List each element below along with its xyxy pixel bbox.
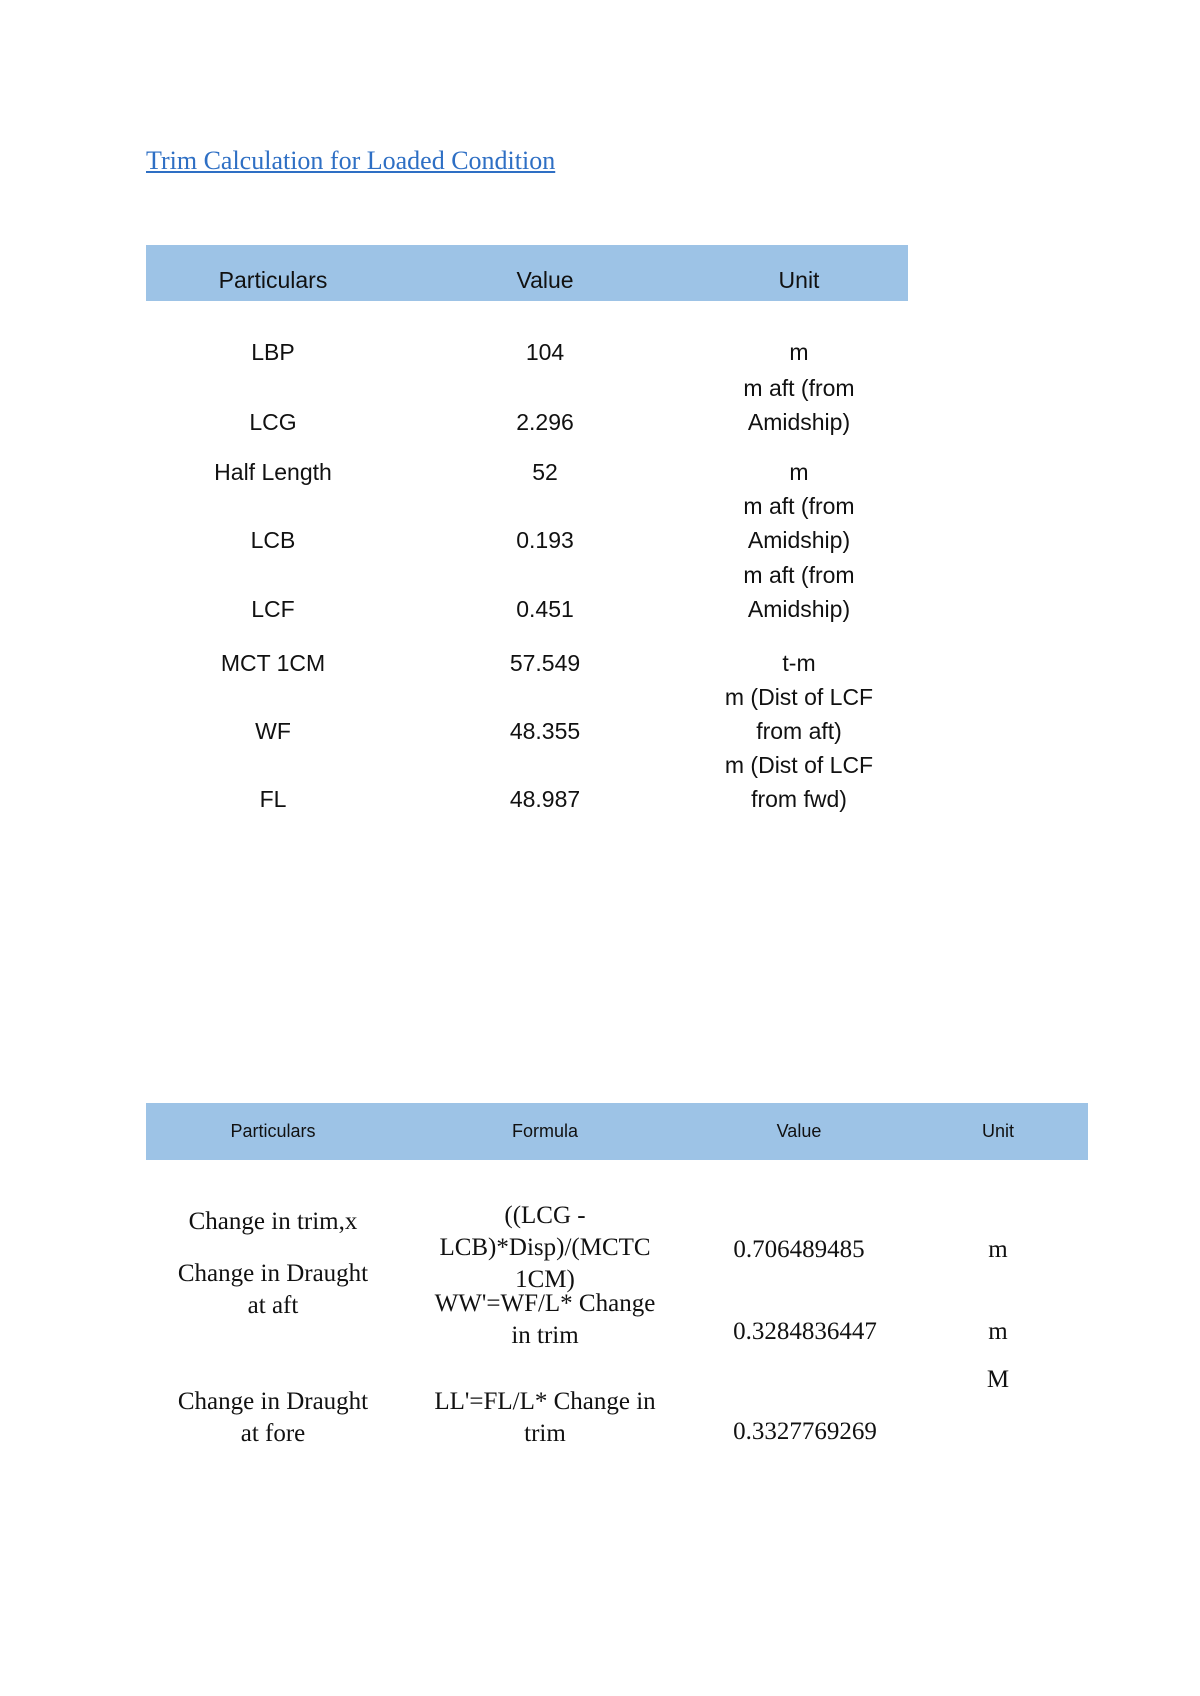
cell-unit: m (Dist of LCF from fwd) bbox=[724, 752, 874, 812]
header-formula: Formula bbox=[511, 1121, 578, 1141]
table-header bbox=[146, 245, 908, 301]
cell-formula: WW'=WF/L* Change in trim bbox=[434, 1290, 656, 1349]
cell-value: 0.193 bbox=[516, 527, 574, 553]
cell-value: 48.355 bbox=[509, 718, 581, 744]
cell-particular: LBP bbox=[251, 339, 295, 365]
cell-particular: MCT 1CM bbox=[220, 650, 326, 676]
cell-particular: LCF bbox=[251, 596, 295, 622]
table-row bbox=[146, 489, 908, 557]
cell-unit: m (Dist of LCF from aft) bbox=[724, 684, 874, 744]
table-row bbox=[146, 748, 908, 816]
cell-unit: m aft (from Amidship) bbox=[743, 375, 855, 435]
cell-formula: LL'=FL/L* Change in trim bbox=[434, 1388, 656, 1447]
table-row bbox=[146, 557, 908, 626]
cell-particular: Change in Draught at fore bbox=[177, 1388, 369, 1447]
cell-unit: m bbox=[988, 1318, 1008, 1345]
table-row bbox=[146, 439, 908, 489]
cell-unit: m aft (from Amidship) bbox=[743, 493, 855, 553]
cell-particular: Change in trim,x bbox=[188, 1208, 358, 1235]
cell-value: 57.549 bbox=[509, 650, 581, 676]
cell-particular: LCB bbox=[250, 527, 296, 553]
cell-value: 104 bbox=[525, 339, 565, 365]
cell-unit: M bbox=[986, 1366, 1010, 1393]
table-row bbox=[146, 626, 908, 680]
header-unit: Unit bbox=[778, 267, 820, 293]
cell-particular: Half Length bbox=[214, 459, 332, 485]
header-unit: Unit bbox=[981, 1121, 1014, 1141]
cell-unit: m bbox=[789, 339, 809, 365]
cell-value: 2.296 bbox=[516, 409, 574, 435]
table-row bbox=[146, 301, 908, 369]
cell-formula: ((LCG - LCB)*Disp)/(MCTC 1CM) bbox=[439, 1202, 651, 1293]
cell-particular: WF bbox=[255, 718, 291, 744]
cell-value: 0.3284836447 bbox=[733, 1318, 877, 1345]
cell-value: 0.3327769269 bbox=[733, 1418, 877, 1445]
table-body bbox=[146, 1160, 1088, 1490]
cell-unit: m bbox=[789, 459, 809, 485]
cell-value: 52 bbox=[532, 459, 558, 485]
trim-calculation-table bbox=[146, 1103, 1088, 1490]
header-value: Value bbox=[776, 1121, 822, 1141]
cell-particular: FL bbox=[259, 786, 287, 812]
cell-unit: m bbox=[988, 1236, 1008, 1263]
header-particulars: Particulars bbox=[230, 1121, 316, 1141]
table-row bbox=[146, 369, 908, 439]
header-value: Value bbox=[516, 267, 574, 293]
page-title: Trim Calculation for Loaded Condition bbox=[146, 146, 556, 175]
table-header bbox=[146, 1103, 1088, 1160]
cell-unit: m aft (from Amidship) bbox=[743, 562, 855, 622]
cell-particular: Change in Draught at aft bbox=[177, 1260, 369, 1319]
cell-value: 0.706489485 bbox=[733, 1236, 865, 1263]
cell-value: 0.451 bbox=[516, 596, 574, 622]
cell-value: 48.987 bbox=[509, 786, 581, 812]
cell-unit: t-m bbox=[782, 650, 816, 676]
table-row bbox=[146, 680, 908, 748]
header-particulars: Particulars bbox=[218, 267, 328, 293]
ship-particulars-table bbox=[146, 245, 908, 816]
cell-particular: LCG bbox=[249, 409, 297, 435]
